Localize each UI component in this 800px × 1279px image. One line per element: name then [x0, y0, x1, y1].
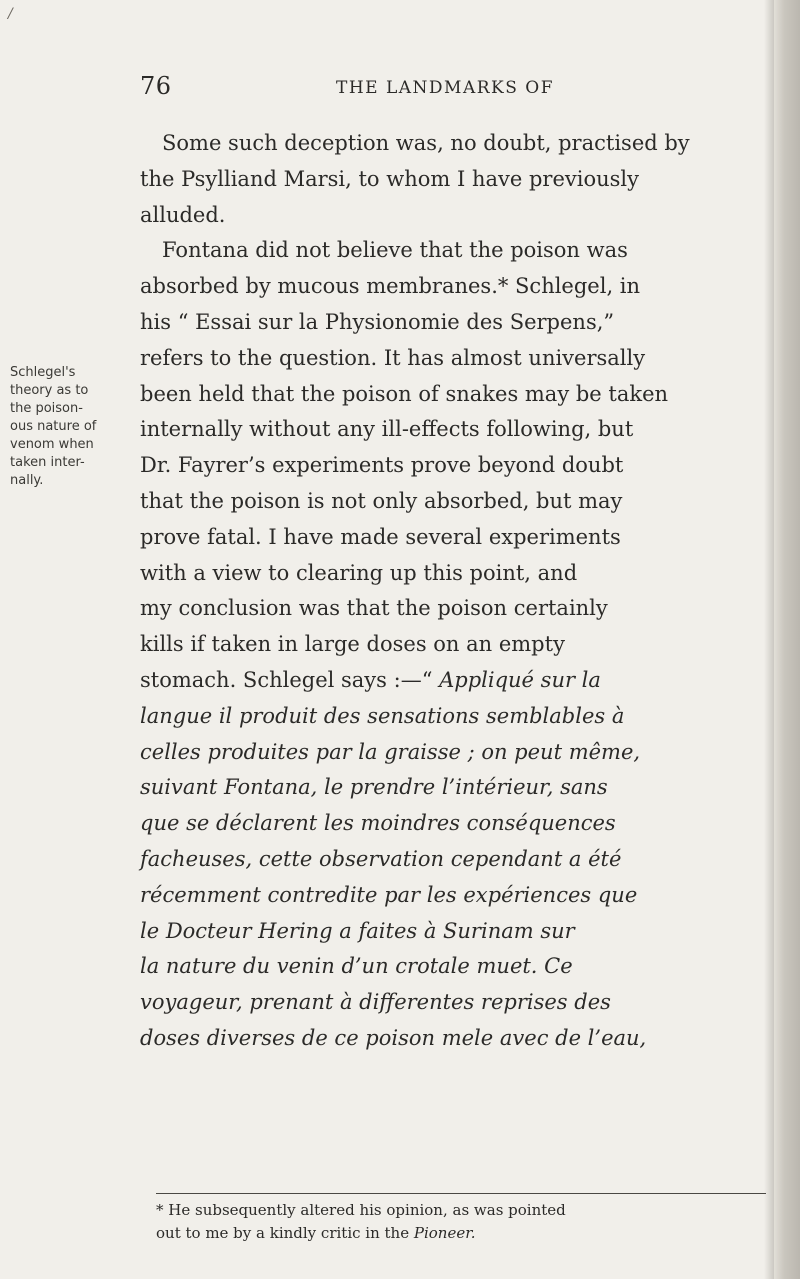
- text-roman: stomach. Schlegel says :—“: [140, 667, 440, 692]
- margin-note-line: venom when: [10, 437, 94, 452]
- text-line: Fontana did not believe that the poison was: [162, 238, 628, 263]
- text-line: his “ Essai sur la Physionomie des Serpens,”: [140, 309, 615, 334]
- text-line: internally without any ill-effects following, but: [140, 417, 634, 442]
- text-line: kills if taken in large doses on an empty: [140, 632, 565, 657]
- margin-note-line: Schlegel's: [10, 365, 76, 380]
- text-line: alluded.: [140, 202, 226, 227]
- paragraph-2: [140, 233, 800, 1056]
- page-number: 76: [140, 72, 172, 100]
- margin-note-line: taken inter-: [10, 455, 85, 470]
- text-line: absorbed by mucous membranes.* Schlegel, in: [140, 274, 641, 299]
- footnote: [156, 1199, 776, 1245]
- text-line: Dr. Fayrer’s experiments prove beyond doubt: [140, 453, 624, 478]
- margin-note: [10, 364, 120, 490]
- text-line: the Psylliand Marsi, to whom I have previously: [140, 166, 639, 191]
- margin-note-line: theory as to: [10, 383, 89, 398]
- text-line: refers to the question. It has almost universally: [140, 345, 646, 370]
- body-text: [140, 126, 800, 1057]
- margin-note-line: nally.: [10, 473, 44, 488]
- text-line: Some such deception was, no doubt, practised by: [162, 131, 690, 155]
- text-line: with a view to clearing up this point, and: [140, 560, 578, 585]
- text-line-mixed: [140, 663, 800, 699]
- quote-line: suivant Fontana, le prendre l’intérieur, sans: [140, 775, 608, 800]
- margin-note-line: ous nature of: [10, 419, 97, 434]
- page-header: [140, 72, 780, 106]
- quote-line: facheuses, cette observation cependant a été: [140, 846, 622, 871]
- quote-line: la nature du venin d’un crotale muet. Ce: [140, 954, 573, 979]
- quote-line: que se déclarent les moindres conséquences: [140, 811, 616, 836]
- quote-line: voyageur, prenant à differentes reprises des: [140, 990, 611, 1015]
- text-line: my conclusion was that the poison certainly: [140, 596, 608, 621]
- text-line: been held that the poison of snakes may be taken: [140, 381, 669, 406]
- quote-line: récemment contredite par les expériences que: [140, 882, 638, 907]
- quote-line: langue il produit des sensations semblables à: [140, 703, 625, 728]
- margin-note-line: the poison-: [10, 401, 83, 416]
- footnote-line: * He subsequently altered his opinion, as was pointed: [156, 1201, 566, 1219]
- footnote-italic: Pioneer.: [413, 1224, 476, 1242]
- quote-line: le Docteur Hering a faites à Surinam sur: [140, 918, 575, 943]
- footnote-line: [156, 1222, 776, 1245]
- quote-line: celles produites par la graisse ; on peut même,: [140, 739, 641, 764]
- text-line: prove fatal. I have made several experiments: [140, 524, 621, 549]
- running-head: THE LANDMARKS OF: [336, 78, 555, 98]
- paragraph-1: [140, 126, 800, 233]
- corner-pencil-mark: /: [8, 6, 13, 22]
- quote-italic: Appliqué sur la: [439, 667, 601, 692]
- footnote-roman: out to me by a kindly critic in the: [156, 1224, 414, 1242]
- text-line: that the poison is not only absorbed, but may: [140, 488, 623, 513]
- footnote-divider: [156, 1193, 766, 1194]
- quote-line: doses diverses de ce poison mele avec de l’eau,: [140, 1025, 647, 1050]
